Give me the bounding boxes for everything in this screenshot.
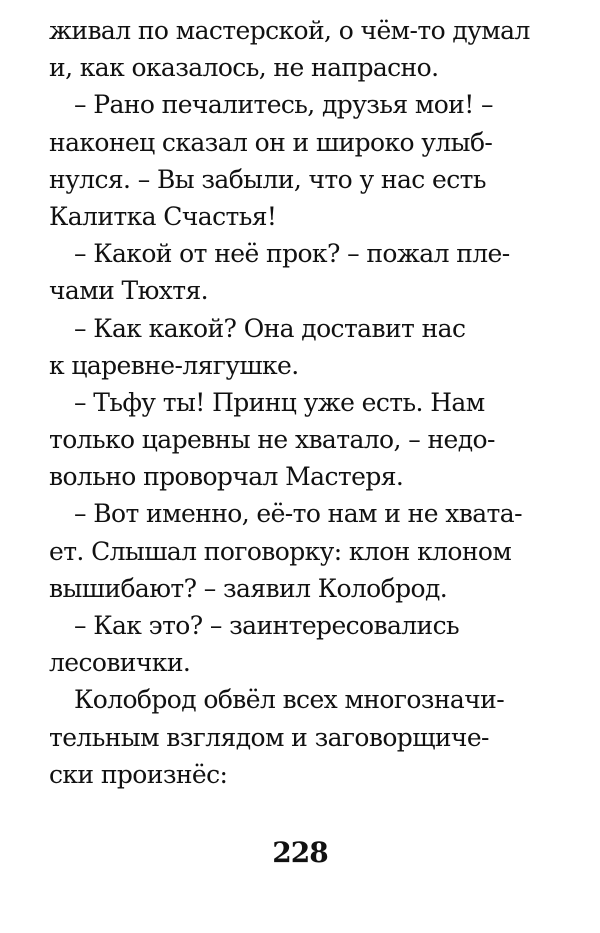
text-line: нулся. – Вы забыли, что у нас есть <box>49 164 486 194</box>
text-line: – Какой от неё прок? – пожал пле- <box>74 239 510 269</box>
text-line: живал по мастерской, о чём-то думал <box>49 16 530 45</box>
text-line: чами Тюхтя. <box>49 276 208 306</box>
text-line: и, как оказалось, не напрасно. <box>49 53 439 83</box>
text-line: вольно проворчал Мастеря. <box>49 462 404 492</box>
text-line: вышибают? – заявил Колоброд. <box>49 573 448 603</box>
text-line: тельным взглядом и заговорщиче- <box>49 722 489 752</box>
text-line: лесовички. <box>49 648 191 678</box>
text-line: Калитка Счастья! <box>49 201 277 231</box>
text-line: – Вот именно, её-то нам и не хвата- <box>74 499 522 529</box>
text-line: наконец сказал он и широко улыб- <box>49 127 493 157</box>
text-line: Колоброд обвёл всех многозначи- <box>74 685 505 715</box>
text-line: – Тьфу ты! Принц уже есть. Нам <box>74 387 485 417</box>
text-line: – Как какой? Она доставит нас <box>74 313 466 343</box>
text-line: – Как это? – заинтересовались <box>74 611 460 640</box>
text-line: ет. Слышал поговорку: клон клоном <box>49 536 512 566</box>
text-line: только царевны не хватало, – недо- <box>49 425 495 455</box>
text-line: ски произнёс: <box>49 759 228 789</box>
text-line: к царевне-лягушке. <box>49 350 299 380</box>
book-page-text <box>49 12 559 793</box>
page-number: 228 <box>272 836 328 869</box>
text-line: – Рано печалитесь, друзья мои! – <box>74 90 493 120</box>
